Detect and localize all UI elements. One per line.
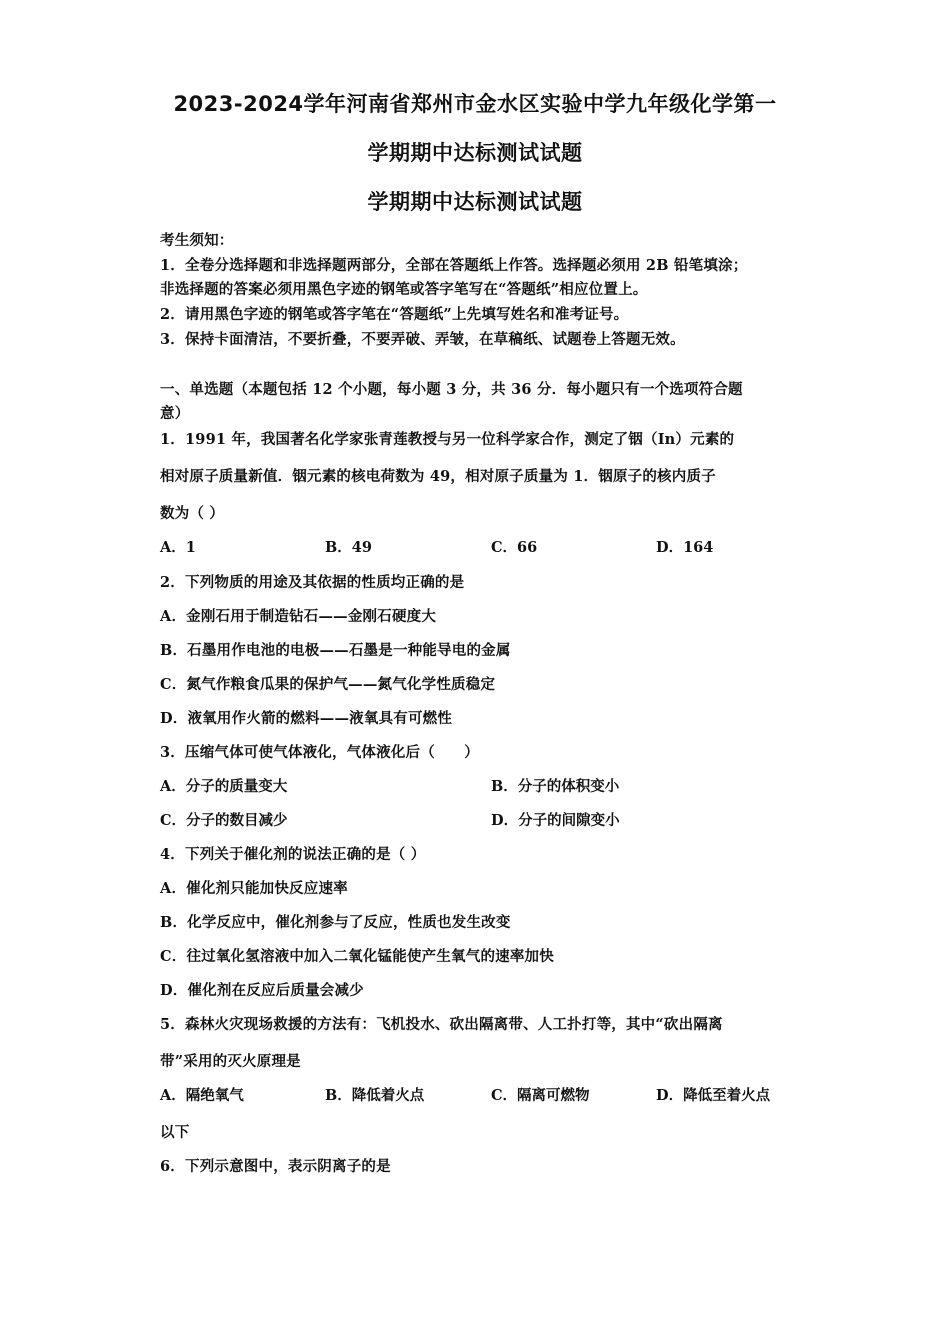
exam-title-line2: 学期期中达标测试试题	[367, 141, 583, 165]
q5-option-b: B．降低着火点	[325, 1087, 425, 1104]
q1-option-a: A．1	[160, 539, 196, 556]
section-heading-line2: 意）	[160, 405, 190, 422]
q4-option-a: A．催化剂只能加快反应速率	[160, 880, 348, 897]
q3-option-a: A．分子的质量变大	[160, 778, 288, 795]
exam-title-line1: 2023-2024学年河南省郑州市金水区实验中学九年级化学第一	[173, 92, 777, 116]
q6-stem: 6．下列示意图中，表示阴离子的是	[160, 1158, 391, 1175]
q5-option-d-continued: 以下	[160, 1124, 190, 1141]
q5-option-d: D．降低至着火点	[656, 1087, 771, 1104]
q4-option-c: C．往过氧化氢溶液中加入二氧化锰能使产生氧气的速率加快	[160, 948, 554, 965]
q3-option-d: D．分子的间隙变小	[491, 812, 620, 829]
q2-option-d: D．液氧用作火箭的燃料——液氧具有可燃性	[160, 710, 453, 727]
q5-stem-line2: 带”采用的灭火原理是	[160, 1053, 301, 1070]
q5-option-c: C．隔离可燃物	[491, 1087, 590, 1104]
q5-stem-line1: 5．森林火灾现场救援的方法有：飞机投水、砍出隔离带、人工扑打等，其中“砍出隔离	[160, 1016, 723, 1033]
q1-option-b: B．49	[325, 539, 372, 556]
q4-stem: 4．下列关于催化剂的说法正确的是（ ）	[160, 846, 426, 863]
q1-option-c: C．66	[491, 539, 538, 556]
q4-option-d: D．催化剂在反应后质量会减少	[160, 982, 364, 999]
q5-option-a: A．隔绝氧气	[160, 1087, 244, 1104]
notice-item-2: 2．请用黑色字迹的钢笔或答字笔在“答题纸”上先填写姓名和准考证号。	[160, 306, 629, 323]
q3-stem: 3．压缩气体可使气体液化，气体液化后（ ）	[160, 744, 479, 761]
q1-stem-line2: 相对原子质量新值．铟元素的核电荷数为 49，相对原子质量为 1．铟原子的核内质子	[160, 468, 716, 485]
q1-stem-line1: 1．1991 年，我国著名化学家张青莲教授与另一位科学家合作，测定了铟（In）元素的	[160, 431, 735, 448]
q2-option-b: B．石墨用作电池的电极——石墨是一种能导电的金属	[160, 642, 511, 659]
q2-option-a: A．金刚石用于制造钻石——金刚石硬度大	[160, 608, 437, 625]
q2-stem: 2．下列物质的用途及其依据的性质均正确的是	[160, 574, 465, 591]
notice-item-1b: 非选择题的答案必须用黑色字迹的钢笔或答字笔写在“答题纸”相应位置上。	[160, 281, 648, 298]
section-heading-line1: 一、单选题（本题包括 12 个小题，每小题 3 分，共 36 分．每小题只有一个选项符合题	[160, 381, 743, 398]
notice-item-3: 3．保持卡面清洁，不要折叠，不要弄破、弄皱，在草稿纸、试题卷上答题无效。	[160, 331, 685, 348]
notice-item-1a: 1．全卷分选择题和非选择题两部分，全部在答题纸上作答。选择题必须用 2B 铅笔填涂；	[160, 257, 748, 274]
q3-option-c: C．分子的数目减少	[160, 812, 288, 829]
notice-heading: 考生须知：	[160, 232, 234, 249]
q1-stem-line3: 数为（ ）	[160, 505, 225, 522]
q1-option-d: D．164	[656, 539, 714, 556]
exam-title-line3: 学期期中达标测试试题	[367, 190, 583, 214]
q3-option-b: B．分子的体积变小	[491, 778, 620, 795]
q4-option-b: B．化学反应中，催化剂参与了反应，性质也发生改变	[160, 914, 511, 931]
q2-option-c: C．氮气作粮食瓜果的保护气——氮气化学性质稳定	[160, 676, 496, 693]
